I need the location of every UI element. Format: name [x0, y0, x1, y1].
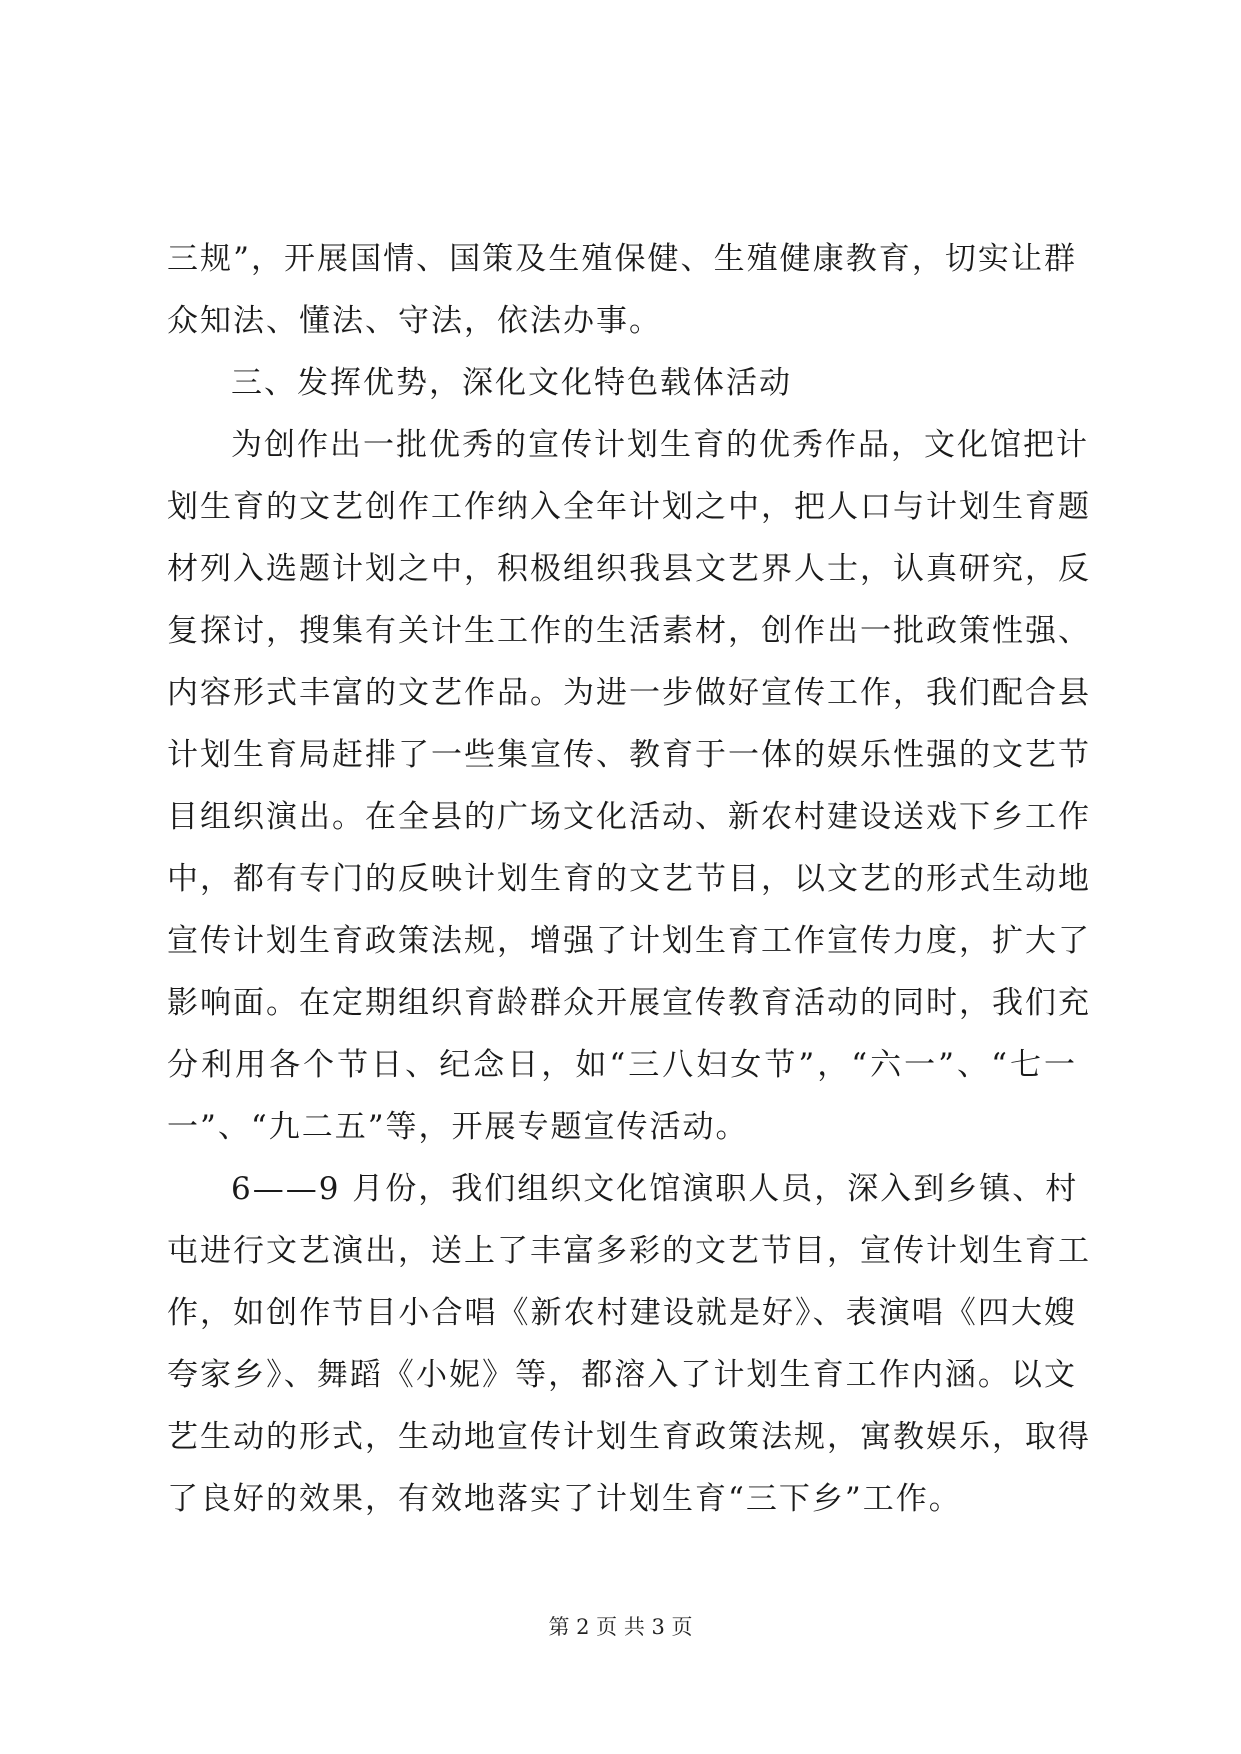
text-line: 宣传计划生育政策法规，增强了计划生育工作宣传力度，扩大了: [167, 923, 1091, 959]
text-line: 众知法、懂法、守法，依法办事。: [167, 303, 662, 339]
text-line: 划生育的文艺创作工作纳入全年计划之中，把人口与计划生育题: [167, 489, 1091, 525]
text-line: 为创作出一批优秀的宣传计划生育的优秀作品，文化馆把计: [231, 427, 1089, 463]
text-line: 中，都有专门的反映计划生育的文艺节目，以文艺的形式生动地: [167, 861, 1091, 897]
text-line: 材列入选题计划之中，积极组织我县文艺界人士，认真研究，反: [167, 551, 1091, 587]
text-line: 影响面。在定期组织育龄群众开展宣传教育活动的同时，我们充: [167, 985, 1091, 1021]
page-footer: 第 2 页 共 3 页: [548, 1615, 693, 1639]
text-line: 了良好的效果，有效地落实了计划生育“三下乡”工作。: [167, 1481, 962, 1517]
text-line: 艺生动的形式，生动地宣传计划生育政策法规，寓教娱乐，取得: [167, 1419, 1091, 1455]
text-line: 作，如创作节目小合唱《新农村建设就是好》、表演唱《四大嫂: [167, 1295, 1077, 1331]
body-text: [167, 228, 1091, 1530]
text-line: 目组织演出。在全县的广场文化活动、新农村建设送戏下乡工作: [167, 799, 1091, 835]
text-line: 屯进行文艺演出，送上了丰富多彩的文艺节目，宣传计划生育工: [167, 1233, 1091, 1269]
text-line: 内容形式丰富的文艺作品。为进一步做好宣传工作，我们配合县: [167, 675, 1091, 711]
text-line: 计划生育局赶排了一些集宣传、教育于一体的娱乐性强的文艺节: [167, 737, 1091, 773]
text-line: 夸家乡》、舞蹈《小妮》等，都溶入了计划生育工作内涵。以文: [167, 1357, 1077, 1393]
text-line: 三规”，开展国情、国策及生殖保健、生殖健康教育，切实让群: [167, 241, 1077, 277]
text-line: 一”、“九二五”等，开展专题宣传活动。: [167, 1109, 749, 1145]
section-heading: 三、发挥优势，深化文化特色载体活动: [231, 365, 792, 401]
text-line: 分利用各个节日、纪念日，如“三八妇女节”，“六一”、“七一: [167, 1047, 1077, 1083]
text-line: 复探讨，搜集有关计生工作的生活素材，创作出一批政策性强、: [167, 613, 1091, 649]
text-line: 6——9 月份，我们组织文化馆演职人员，深入到乡镇、村: [231, 1171, 1079, 1207]
